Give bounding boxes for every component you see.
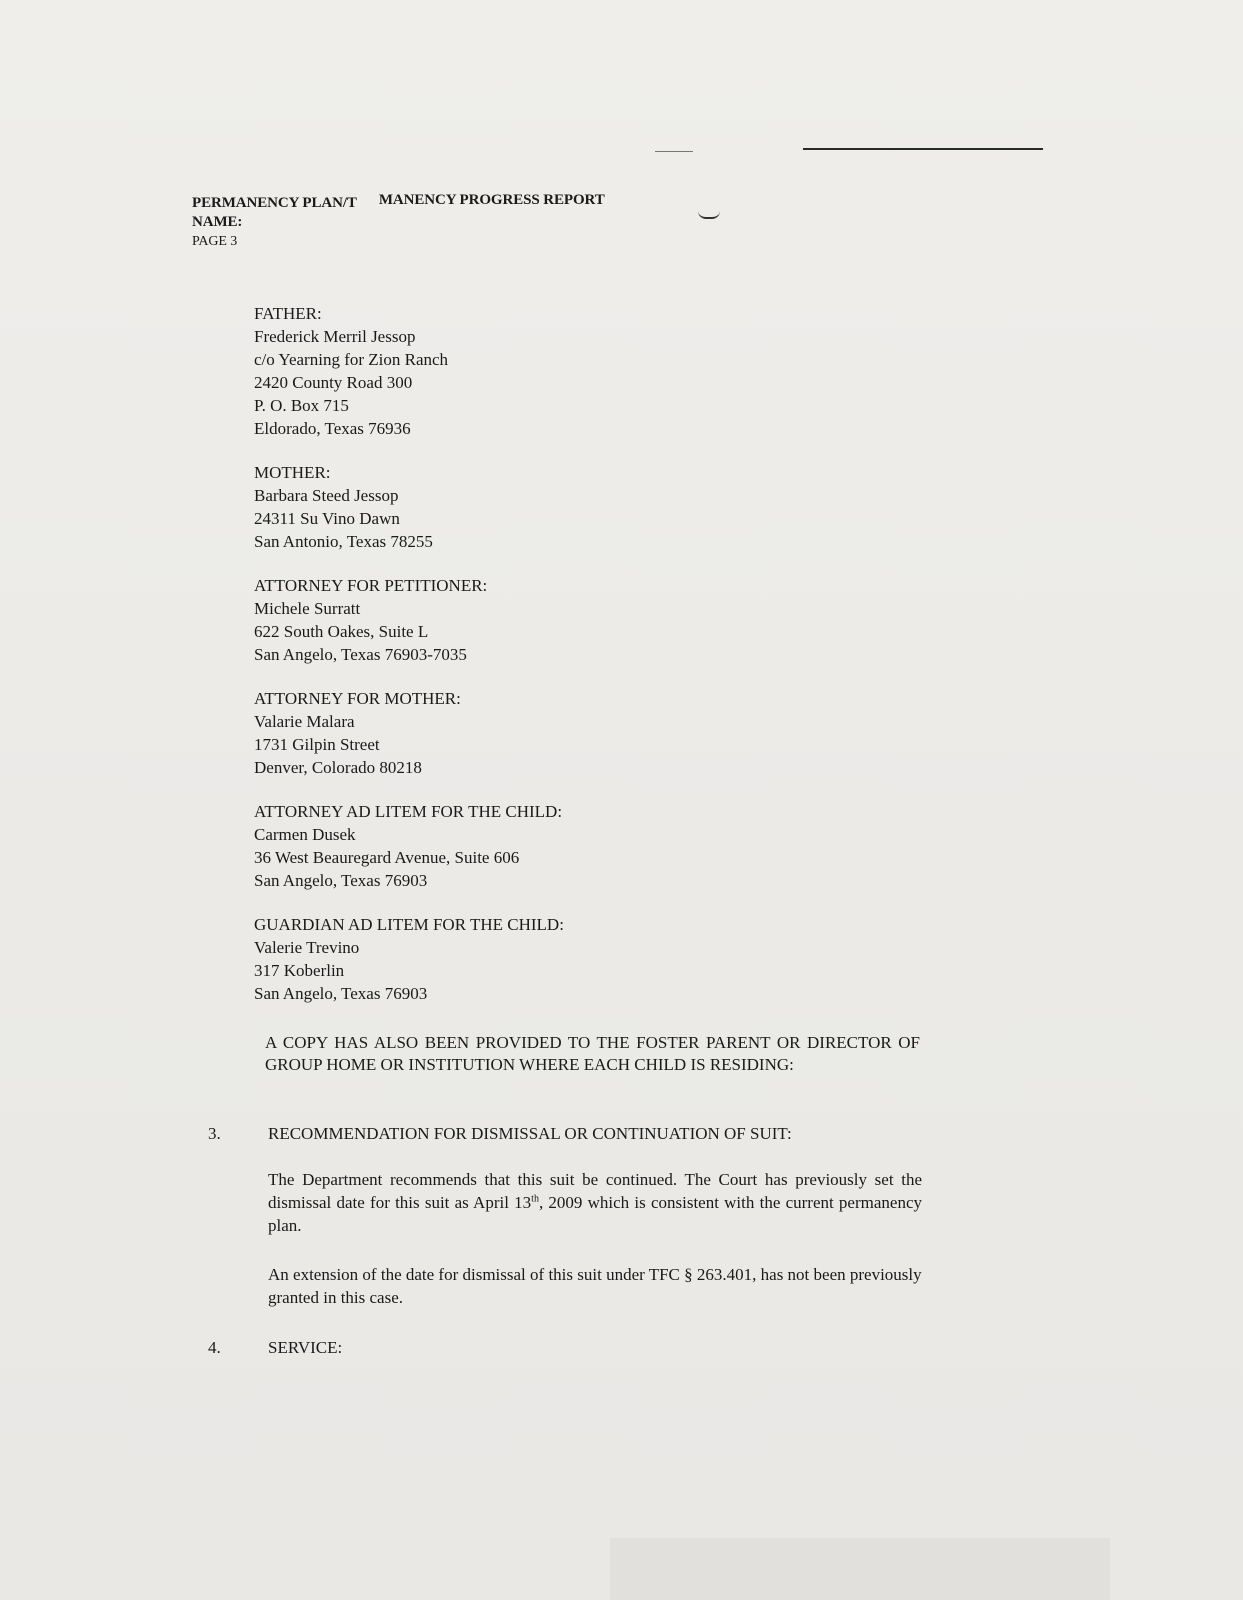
contact-line: Valarie Malara xyxy=(254,712,355,731)
contact-line: Frederick Merril Jessop xyxy=(254,327,416,346)
contact-line: Barbara Steed Jessop xyxy=(254,486,399,505)
extension-paragraph: An extension of the date for dismissal of this suit under TFC § 263.401, has not been previously granted in this case. xyxy=(268,1265,922,1307)
contact-line: Eldorado, Texas 76936 xyxy=(254,419,411,438)
page-number: PAGE 3 xyxy=(192,234,238,249)
contact-role: ATTORNEY FOR MOTHER: xyxy=(254,689,461,708)
scan-shadow xyxy=(610,1538,1110,1600)
section-title: RECOMMENDATION FOR DISMISSAL OR CONTINUATION OF SUIT: xyxy=(268,1124,792,1143)
contact-line: Denver, Colorado 80218 xyxy=(254,758,422,777)
contact-line: 622 South Oakes, Suite L xyxy=(254,622,429,641)
report-title-left: PERMANENCY PLAN/T xyxy=(192,195,357,211)
contact-line: 36 West Beauregard Avenue, Suite 606 xyxy=(254,848,520,867)
section-3-heading xyxy=(208,1123,792,1145)
contact-role: ATTORNEY AD LITEM FOR THE CHILD: xyxy=(254,802,563,821)
paragraph-text: The Department recommends that this suit be continued. The Court has previously set the dismissal date for this suit as April 13 xyxy=(268,1170,922,1212)
contact-role: ATTORNEY FOR PETITIONER: xyxy=(254,576,488,595)
contact-list xyxy=(254,302,564,1026)
scan-artifact-line xyxy=(655,151,693,152)
section-title: SERVICE: xyxy=(268,1338,343,1357)
contact-line: P. O. Box 715 xyxy=(254,396,349,415)
ordinal-suffix: th xyxy=(531,1193,539,1205)
contact-line: San Angelo, Texas 76903 xyxy=(254,984,428,1003)
contact-father xyxy=(254,302,564,440)
section-4-heading xyxy=(208,1337,342,1359)
report-title-right: MANENCY PROGRESS REPORT xyxy=(378,192,605,208)
contact-line: 317 Koberlin xyxy=(254,961,345,980)
section-number: 4. xyxy=(208,1338,221,1357)
contact-line: Valerie Trevino xyxy=(254,938,360,957)
contact-attorney-mother xyxy=(254,687,564,779)
contact-role: GUARDIAN AD LITEM FOR THE CHILD: xyxy=(254,915,564,934)
paragraph-text: , 2009 which is consistent with the current permanency plan. xyxy=(268,1193,922,1235)
contact-role: FATHER: xyxy=(254,304,322,323)
contact-guardian-ad-litem xyxy=(254,913,564,1005)
report-header xyxy=(192,194,605,251)
contact-line: Michele Surratt xyxy=(254,599,361,618)
contact-role: MOTHER: xyxy=(254,463,331,482)
contact-line: San Antonio, Texas 78255 xyxy=(254,532,433,551)
contact-line: San Angelo, Texas 76903-7035 xyxy=(254,645,467,664)
contact-line: San Angelo, Texas 76903 xyxy=(254,871,428,890)
scan-artifact-line xyxy=(803,148,1043,150)
copy-notice: A COPY HAS ALSO BEEN PROVIDED TO THE FOSTER PARENT OR DIRECTOR OF GROUP HOME OR INSTITUTION WHERE EACH CHILD IS RESIDING: xyxy=(265,1033,920,1074)
contact-attorney-petitioner xyxy=(254,574,564,666)
section-number: 3. xyxy=(208,1124,221,1143)
scan-artifact-mark xyxy=(698,211,720,219)
name-label: NAME: xyxy=(192,214,243,230)
contact-line: 1731 Gilpin Street xyxy=(254,735,380,754)
contact-mother xyxy=(254,461,564,553)
contact-line: 2420 County Road 300 xyxy=(254,373,413,392)
dismissal-recommendation-paragraph xyxy=(268,1168,922,1237)
contact-line: c/o Yearning for Zion Ranch xyxy=(254,350,449,369)
contact-attorney-ad-litem xyxy=(254,800,564,892)
contact-line: 24311 Su Vino Dawn xyxy=(254,509,400,528)
contact-line: Carmen Dusek xyxy=(254,825,356,844)
